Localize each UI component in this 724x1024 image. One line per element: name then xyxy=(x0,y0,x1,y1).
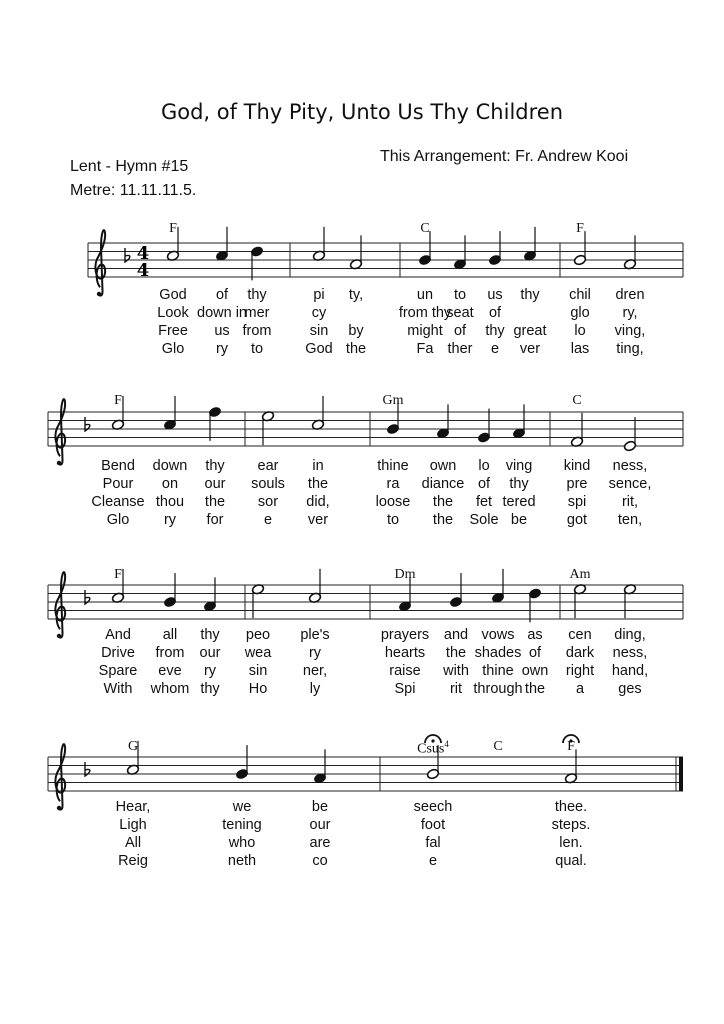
lyric-syllable: ly xyxy=(309,681,321,697)
lyric-syllable: thy xyxy=(247,287,267,303)
lyric-syllable: to xyxy=(386,512,400,528)
lyric-syllable: our xyxy=(309,817,331,833)
lyric-syllable: the xyxy=(307,476,329,492)
lyric-syllable: ner, xyxy=(302,663,328,679)
lyric-syllable: vows xyxy=(481,627,515,643)
lyric-syllable: God xyxy=(159,287,187,303)
lyric-syllable: ten, xyxy=(617,512,643,528)
lyric-syllable: by xyxy=(348,323,364,339)
lyric-syllable: Free xyxy=(158,323,188,339)
lyric-syllable: for xyxy=(206,512,224,528)
lyric-syllable: of xyxy=(528,645,542,661)
lyric-syllable: the xyxy=(445,645,467,661)
lyric-syllable: co xyxy=(312,853,328,869)
treble-clef-icon xyxy=(95,230,105,296)
chord-symbol: C xyxy=(420,221,430,236)
lyric-syllable: whom xyxy=(150,681,190,697)
lyric-syllable: sin xyxy=(309,323,329,339)
lyric-syllable: fet xyxy=(475,494,493,510)
lyric-syllable: own xyxy=(521,663,549,679)
chord-symbol: C xyxy=(572,393,582,408)
lyric-syllable: Hear, xyxy=(115,799,151,815)
arrangement-credit: This Arrangement: Fr. Andrew Kooi xyxy=(380,148,629,165)
lyric-syllable: e xyxy=(428,853,438,869)
lyric-syllable: Fa xyxy=(416,341,434,357)
lyric-syllable: Glo xyxy=(161,341,185,357)
lyric-syllable: lo xyxy=(478,458,490,474)
lyric-syllable: Spare xyxy=(98,663,138,679)
lyric-syllable: might xyxy=(407,323,443,339)
lyric-syllable: ear xyxy=(257,458,279,474)
lyric-syllable: All xyxy=(124,835,142,851)
lyric-syllable: ness, xyxy=(612,645,648,661)
lyric-syllable: ry, xyxy=(622,305,638,321)
chord-symbol: F xyxy=(169,221,177,236)
lyric-syllable: are xyxy=(309,835,331,851)
lyric-syllable: thou xyxy=(155,494,185,510)
lyric-syllable: seat xyxy=(446,305,474,321)
lyric-syllable: sence, xyxy=(608,476,652,492)
lyric-syllable: thy xyxy=(200,681,220,697)
lyric-syllable: ry xyxy=(308,645,322,661)
lyric-syllable: Look xyxy=(157,305,189,321)
lyric-syllable: thy xyxy=(520,287,540,303)
lyric-syllable: ving, xyxy=(614,323,646,339)
lyric-syllable: Pour xyxy=(102,476,134,492)
lyric-syllable: Ligh xyxy=(119,817,147,833)
lyric-syllable: we xyxy=(232,799,252,815)
lyric-syllable: rit xyxy=(449,681,463,697)
lyric-syllable: in xyxy=(312,458,324,474)
lyric-syllable: thy xyxy=(200,627,220,643)
treble-clef-dot xyxy=(57,806,61,810)
lyric-syllable: got xyxy=(566,512,588,528)
lyric-syllable: ving xyxy=(505,458,533,474)
chord-symbol: Dm xyxy=(394,567,416,582)
time-signature-bottom: 4 xyxy=(136,260,150,281)
lyric-syllable: the xyxy=(432,512,454,528)
lyric-syllable: loose xyxy=(375,494,411,510)
lyric-syllable: dren xyxy=(615,287,645,303)
lyric-syllable: with xyxy=(443,663,469,679)
lyric-syllable: steps. xyxy=(551,817,591,833)
lyric-syllable: wea xyxy=(244,645,272,661)
lyric-syllable: ry xyxy=(203,663,217,679)
lyric-syllable: on xyxy=(161,476,179,492)
chord-symbol: Gm xyxy=(382,393,404,408)
lyric-syllable: who xyxy=(228,835,256,851)
final-barline-thick xyxy=(679,757,683,791)
lyric-syllable: to xyxy=(250,341,264,357)
lyric-syllable: len. xyxy=(559,835,583,851)
lyric-syllable: a xyxy=(575,681,585,697)
treble-clef-dot xyxy=(97,292,101,296)
lyric-syllable: ry xyxy=(163,512,177,528)
lyric-syllable: the xyxy=(204,494,226,510)
treble-clef-icon xyxy=(55,399,65,465)
chord-symbol: F xyxy=(114,567,122,582)
lyric-syllable: did, xyxy=(306,494,330,510)
lyric-syllable: chil xyxy=(569,287,591,303)
lyric-syllable: the xyxy=(524,681,546,697)
lyric-syllable: ding, xyxy=(614,627,646,643)
lyric-syllable: of xyxy=(477,476,491,492)
lyric-syllable: raise xyxy=(389,663,421,679)
lyric-syllable: Sole xyxy=(469,512,499,528)
lyric-syllable: Glo xyxy=(106,512,130,528)
lyric-syllable: diance xyxy=(421,476,465,492)
lyric-syllable: Spi xyxy=(394,681,416,697)
lyric-syllable: un xyxy=(416,287,434,303)
chord-symbol: F xyxy=(114,393,122,408)
lyric-syllable: down xyxy=(152,458,188,474)
lyric-syllable: thee. xyxy=(554,799,588,815)
lyric-syllable: down in xyxy=(197,305,247,321)
lyric-syllable: ver xyxy=(519,341,541,357)
treble-clef-icon xyxy=(55,744,65,810)
lyric-syllable: thy xyxy=(205,458,225,474)
treble-clef-icon xyxy=(55,572,65,638)
lyric-syllable: fal xyxy=(425,835,441,851)
chord-symbol: C xyxy=(493,739,503,754)
lyric-syllable: from xyxy=(155,645,185,661)
lyric-syllable: With xyxy=(103,681,133,697)
lyric-syllable: be xyxy=(311,799,329,815)
lyric-syllable: through xyxy=(473,681,523,697)
lyric-syllable: rit, xyxy=(621,494,639,510)
lyric-syllable: prayers xyxy=(380,627,430,643)
lyric-syllable: pre xyxy=(566,476,588,492)
lyric-syllable: and xyxy=(443,627,469,643)
hymn-metre: Metre: 11.11.11.5. xyxy=(70,182,197,199)
lyric-syllable: hearts xyxy=(384,645,426,661)
lyric-syllable: ges xyxy=(618,681,642,697)
lyric-syllable: las xyxy=(570,341,590,357)
lyric-syllable: mer xyxy=(244,305,270,321)
lyric-syllable: sin xyxy=(248,663,268,679)
lyric-syllable: ty, xyxy=(348,287,364,303)
lyric-syllable: us xyxy=(214,323,230,339)
lyric-syllable: e xyxy=(263,512,273,528)
lyric-syllable: of xyxy=(215,287,229,303)
lyric-syllable: thine xyxy=(377,458,409,474)
lyric-syllable: foot xyxy=(420,817,446,833)
lyric-syllable: eve xyxy=(158,663,182,679)
lyric-syllable: own xyxy=(429,458,457,474)
lyric-syllable: ther xyxy=(447,341,473,357)
lyric-syllable: shades xyxy=(474,645,522,661)
lyric-syllable: God xyxy=(305,341,333,357)
lyric-syllable: qual. xyxy=(555,853,587,869)
lyric-syllable: from xyxy=(242,323,272,339)
lyric-syllable: seech xyxy=(413,799,453,815)
lyric-syllable: of xyxy=(488,305,502,321)
lyric-syllable: ry xyxy=(215,341,229,357)
lyric-syllable: us xyxy=(487,287,503,303)
lyric-syllable: pi xyxy=(313,287,325,303)
time-signature-top: 4 xyxy=(136,243,150,264)
lyric-syllable: cy xyxy=(311,305,327,321)
lyric-syllable: the xyxy=(345,341,367,357)
lyric-syllable: as xyxy=(527,627,543,643)
lyric-syllable: souls xyxy=(251,476,285,492)
lyric-syllable: tening xyxy=(222,817,262,833)
lyric-syllable: neth xyxy=(227,853,257,869)
lyric-syllable: right xyxy=(565,663,595,679)
lyric-syllable: peo xyxy=(245,627,271,643)
lyric-syllable: ra xyxy=(386,476,400,492)
lyric-syllable: thine xyxy=(482,663,514,679)
lyric-syllable: Bend xyxy=(101,458,135,474)
treble-clef-dot xyxy=(57,461,61,465)
lyric-syllable: ting, xyxy=(616,341,644,357)
lyric-syllable: kind xyxy=(563,458,591,474)
lyric-syllable: our xyxy=(199,645,221,661)
lyric-syllable: e xyxy=(490,341,500,357)
lyric-syllable: hand, xyxy=(611,663,649,679)
lyric-syllable: tered xyxy=(502,494,536,510)
lyric-syllable: sor xyxy=(257,494,279,510)
lyric-syllable: the xyxy=(432,494,454,510)
hymn-category: Lent - Hymn #15 xyxy=(70,158,189,175)
lyric-syllable: glo xyxy=(570,305,590,321)
lyric-syllable: our xyxy=(204,476,226,492)
lyric-syllable: thy xyxy=(485,323,505,339)
hymn-title: God, of Thy Pity, Unto Us Thy Children xyxy=(160,100,564,124)
lyric-syllable: spi xyxy=(567,494,587,510)
treble-clef-dot xyxy=(57,634,61,638)
lyric-syllable: dark xyxy=(565,645,595,661)
lyric-syllable: thy xyxy=(509,476,529,492)
chord-symbol: F xyxy=(576,221,584,236)
lyric-syllable: ness, xyxy=(612,458,648,474)
lyric-syllable: be xyxy=(510,512,528,528)
lyric-syllable: cen xyxy=(568,627,592,643)
lyric-syllable: And xyxy=(105,627,131,643)
lyric-syllable: Drive xyxy=(101,645,135,661)
chord-symbol: G xyxy=(127,739,139,754)
lyric-syllable: Ho xyxy=(248,681,268,697)
lyric-syllable: from thy xyxy=(398,305,452,321)
lyric-syllable: great xyxy=(513,323,547,339)
chord-symbol: Am xyxy=(569,567,591,582)
chord-symbol: F xyxy=(567,739,575,754)
lyric-syllable: of xyxy=(453,323,467,339)
lyric-syllable: ver xyxy=(307,512,329,528)
lyric-syllable: lo xyxy=(574,323,586,339)
chord-symbol: Csus$^4$ xyxy=(417,739,449,757)
lyric-syllable: Reig xyxy=(118,853,148,869)
lyric-syllable: all xyxy=(162,627,178,643)
lyric-syllable: Cleanse xyxy=(91,494,145,510)
lyric-syllable: ple's xyxy=(300,627,330,643)
lyric-syllable: to xyxy=(453,287,467,303)
